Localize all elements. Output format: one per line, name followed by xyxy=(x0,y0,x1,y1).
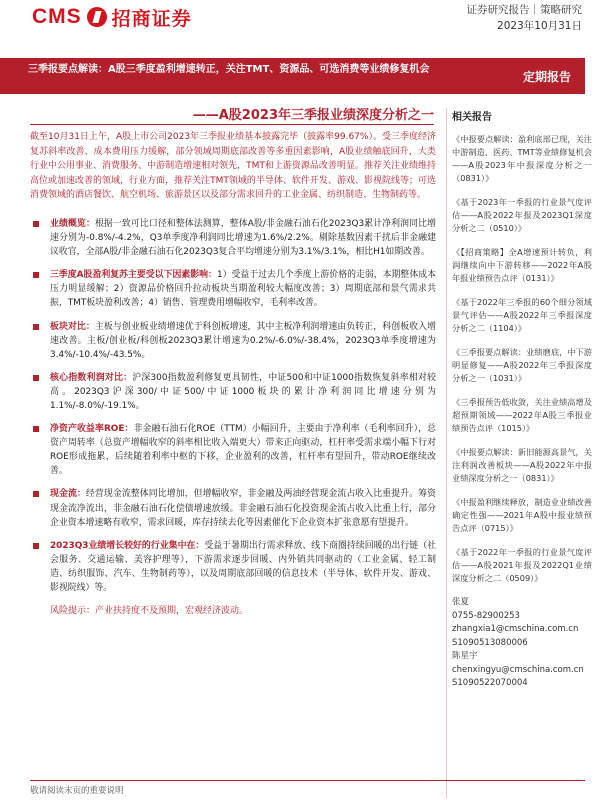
title-banner xyxy=(0,58,585,94)
document-type: 证券研究报告｜策略研究 xyxy=(466,4,582,16)
section-text: 主板与创业板业绩增速优于科创板增速，其中主板净利润增速由负转正，科创板收入增速改善。主板/创业板/科创板2023Q3累计增速为0.2%/-6.0%/-38.4%，2023Q3单季度增速为3.4%/-10.4%/-43.5%。 xyxy=(50,321,437,360)
related-report-link[interactable]: 《中报盈利继续释放，制造业业绩改善确定性强——2021年A股中报业绩预告点评（0715）》 xyxy=(452,497,592,533)
section-lead: 2023Q3业绩增长较好的行业集中在： xyxy=(50,540,205,551)
related-report-link[interactable]: 《三季报预告低收敛，关注业绩高增及超预期领域——2022年A股三季报业绩预告点评（1015）》 xyxy=(452,397,592,433)
logo-mark-icon xyxy=(87,7,107,27)
section-text: 非金融石油石化ROE（TTM）小幅回升，主要由于净利率（毛利率回升），总资产周转率（总资产增幅收窄的斜率相比收入端更大）带来正向驱动，杠杆率受需求端小幅下行对ROE形成拖累，后续随着利率中枢的下移，企业盈利的改善，杠杆率有望回升，带动ROE继续改善。 xyxy=(50,424,436,477)
section-lead: 业绩概览： xyxy=(50,218,95,229)
section-lead: 三季度A股盈利复苏主要受以下因素影响： xyxy=(50,270,217,281)
related-report-link[interactable]: 《中报要点解读：盈利底部已现，关注中游制造、医药、TMT等业绩修复机会——A股2023年中报深度分析之一（0831）》 xyxy=(452,134,592,183)
footer-note: 敬请阅读末页的重要说明 xyxy=(30,786,124,796)
bullet-icon xyxy=(33,543,39,549)
section-overview xyxy=(30,217,436,259)
logo-chinese-text: 招商证券 xyxy=(111,7,192,30)
related-reports-title: 相关报告 xyxy=(452,112,492,123)
analyst-info xyxy=(452,596,592,691)
sidebar xyxy=(452,108,592,691)
section-lead: 板块对比： xyxy=(50,321,95,332)
report-title: 三季报要点解读：A股三季度盈利增速转正，关注TMT、资源品、可选消费等业绩修复机会 xyxy=(28,64,430,75)
bullet-icon xyxy=(33,272,39,278)
section-cashflow xyxy=(30,487,436,529)
related-report-link[interactable]: 《【招商策略】全A增速预计转负，利润继续向中下游转移——2022年A股年报业绩预告点评（0131）》 xyxy=(452,247,592,283)
section-industries xyxy=(30,539,436,595)
section-roe xyxy=(30,422,436,478)
related-report-link[interactable]: 《三季报要点解读：业绩磨底，中下游明显修复——A股2022年三季报深度分析之一（1031）》 xyxy=(452,347,592,383)
document-date: 2023年10月31日 xyxy=(497,20,582,32)
bullet-icon xyxy=(33,426,39,432)
section-text: 受益于暑期出行需求释放、线下商圈持续回暖的出行链（社会服务、交通运输、美容护理等），下游需求逐步回暖、内外销共同驱动的（工业金属、轻工制造、纺织服饰、汽车、生物制药等），以及周期底部回暖的信息技术（半导体、软件开发、游戏、影视院线）等。 xyxy=(50,540,437,594)
analyst-name: 张夏 xyxy=(452,597,470,607)
bullet-icon xyxy=(33,491,39,497)
analyst-license: S1090522070004 xyxy=(452,678,528,688)
analyst-email[interactable]: zhangxia1@cmschina.com.cn xyxy=(452,624,579,634)
report-subtitle: ——A股2023年三季报业绩深度分析之一 xyxy=(192,108,434,123)
bullet-icon xyxy=(33,221,39,227)
page-header xyxy=(0,0,600,52)
footer-divider xyxy=(30,780,585,781)
section-drivers xyxy=(30,268,436,310)
related-report-link[interactable]: 《基于2022年一季报的行业景气度评估——A股2021年报及2022Q1业绩深度分析之二（0509）》 xyxy=(452,547,592,583)
analyst-email[interactable]: chenxingyu@cmschina.com.cn xyxy=(452,664,584,675)
analyst-phone: 0755-82900253 xyxy=(452,610,520,621)
summary-paragraph: 截至10月31日上午，A股上市公司2023年三季报业绩基本披露完毕（披露率99.67%）。受三季度经济复苏斜率改善、成本费用压力缓解，部分领域周期底部改善等多重因素影响，A股业绩触底回升，大类行业中公用事业、消费服务、中游制造增速相对领先，TMT和上游资源品改善明显。推荐关注业绩维持高位或加速改善的领域，行业方面，推荐关注TMT领域的半导体、软件开发、游戏、影视院线等；可选消费领域的酒店餐饮、航空机场、旅游景区以及部分需求回升的工业金属、纺织制造、生物制药等。 xyxy=(30,132,436,201)
column-divider xyxy=(446,108,447,798)
related-report-link[interactable]: 《中报要点解读：新旧能源高景气，关注利润改善板块——A股2022年中报业绩深度分析之一（0831）》 xyxy=(452,447,592,483)
section-board-comparison xyxy=(30,320,436,362)
analyst-name: 陈星宇 xyxy=(452,651,478,661)
section-index-comparison xyxy=(30,371,436,413)
analyst-license: S1090513080006 xyxy=(452,637,528,648)
section-text: 经营现金流整体同比增加，但增幅收窄，非金融及两油经营现金流占收入比重提升。筹资现金流净流出，非金融石油石化偿债增速放缓。非金融石油石化投资现金流占收入比重上行，部分企业资本增速略有收窄，需求回暖，库存持续去化等因素催化下企业资本扩张意愿有望提升。 xyxy=(50,489,437,528)
report-type-tag: 定期报告 xyxy=(522,70,571,84)
related-report-link[interactable]: 《基于2023年一季报的行业景气度评估——A股2022年报及2023Q1深度分析之二（0510）》 xyxy=(452,197,592,233)
section-text: 根据一致可比口径和整体法测算，整体A股/非金融石油石化2023Q3累计净利润同比增速分别为-0.8%/-4.2%，Q3单季度净利润同比增速为1.6%/2.2%。剔除基数因素干扰后非金融建议收官，全部A股/非金融石油石化2023Q3复合平均增速分别为3.1%/3.1%，相比H1如期改善。 xyxy=(50,218,436,258)
main-content xyxy=(30,130,436,618)
section-text: 沪深300指数盈利修复更具韧性，中证500和中证1000指数恢复斜率相对较高。2023Q3沪深300/中证500/中证1000板块的累计净利润同比增速分别为1.1%/-8.0%/-19.1%。 xyxy=(50,372,436,411)
bullet-icon xyxy=(33,324,39,330)
section-lead: 现金流： xyxy=(50,489,86,500)
company-logo xyxy=(32,4,192,30)
related-report-link[interactable]: 《基于2022年三季报的60个细分领域景气评估——A股2022年三季报深度分析之二（1104）》 xyxy=(452,297,592,333)
risk-warning: 风险提示：产业扶持度不及预期，宏观经济波动。 xyxy=(50,606,249,617)
section-lead: 净资产收益率ROE： xyxy=(50,424,134,435)
section-text: 1）受益于过去几个季度上游价格的走弱，本期整体成本压力明显缓解；2）资源品价格回升拉动板块当期盈利较大幅度改善；3）周期底部和景气需求共振，TMT板块盈利改善；4）销售、管理费用增幅收窄，毛利率改善。 xyxy=(50,270,436,309)
section-lead: 核心指数利润对比： xyxy=(50,372,133,383)
bullet-icon xyxy=(33,375,39,381)
subtitle-divider xyxy=(30,124,434,125)
logo-cms-text: CMS xyxy=(32,5,82,28)
